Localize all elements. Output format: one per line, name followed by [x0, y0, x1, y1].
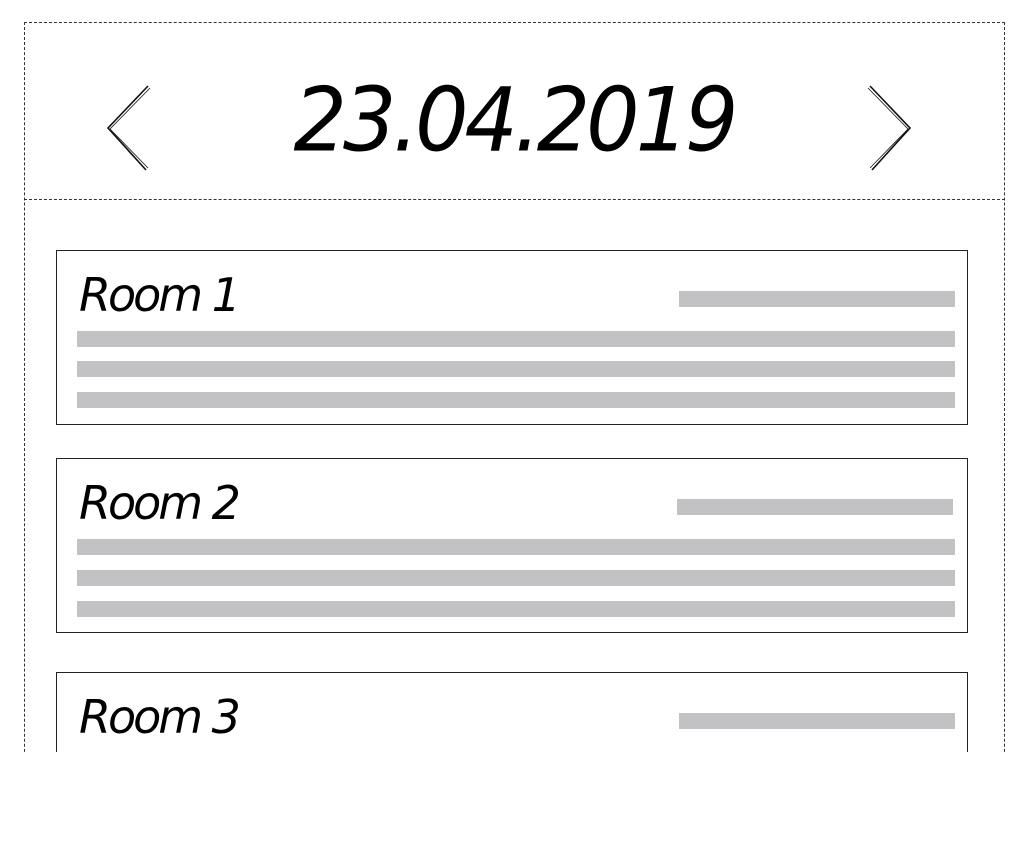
room-detail-placeholder [77, 331, 955, 347]
room-card-1[interactable] [56, 250, 968, 425]
room-detail-placeholder [77, 601, 955, 617]
room-status-placeholder [679, 291, 955, 307]
room-name: Room 1 [79, 268, 238, 322]
chevron-right-icon [854, 82, 914, 174]
previous-day-button[interactable] [104, 82, 164, 174]
room-status-placeholder [679, 713, 955, 729]
room-detail-placeholder [77, 361, 955, 377]
room-status-placeholder [677, 499, 953, 515]
current-date: 23.04.2019 [293, 68, 735, 172]
room-detail-placeholder [77, 570, 955, 586]
date-header [24, 22, 1005, 200]
room-name: Room 3 [79, 690, 238, 744]
room-detail-placeholder [77, 392, 955, 408]
next-day-button[interactable] [854, 82, 914, 174]
room-detail-placeholder [77, 539, 955, 555]
chevron-left-icon [104, 82, 164, 174]
room-name: Room 2 [79, 476, 238, 530]
viewport-cutoff [0, 752, 1031, 856]
room-card-2[interactable] [56, 458, 968, 633]
